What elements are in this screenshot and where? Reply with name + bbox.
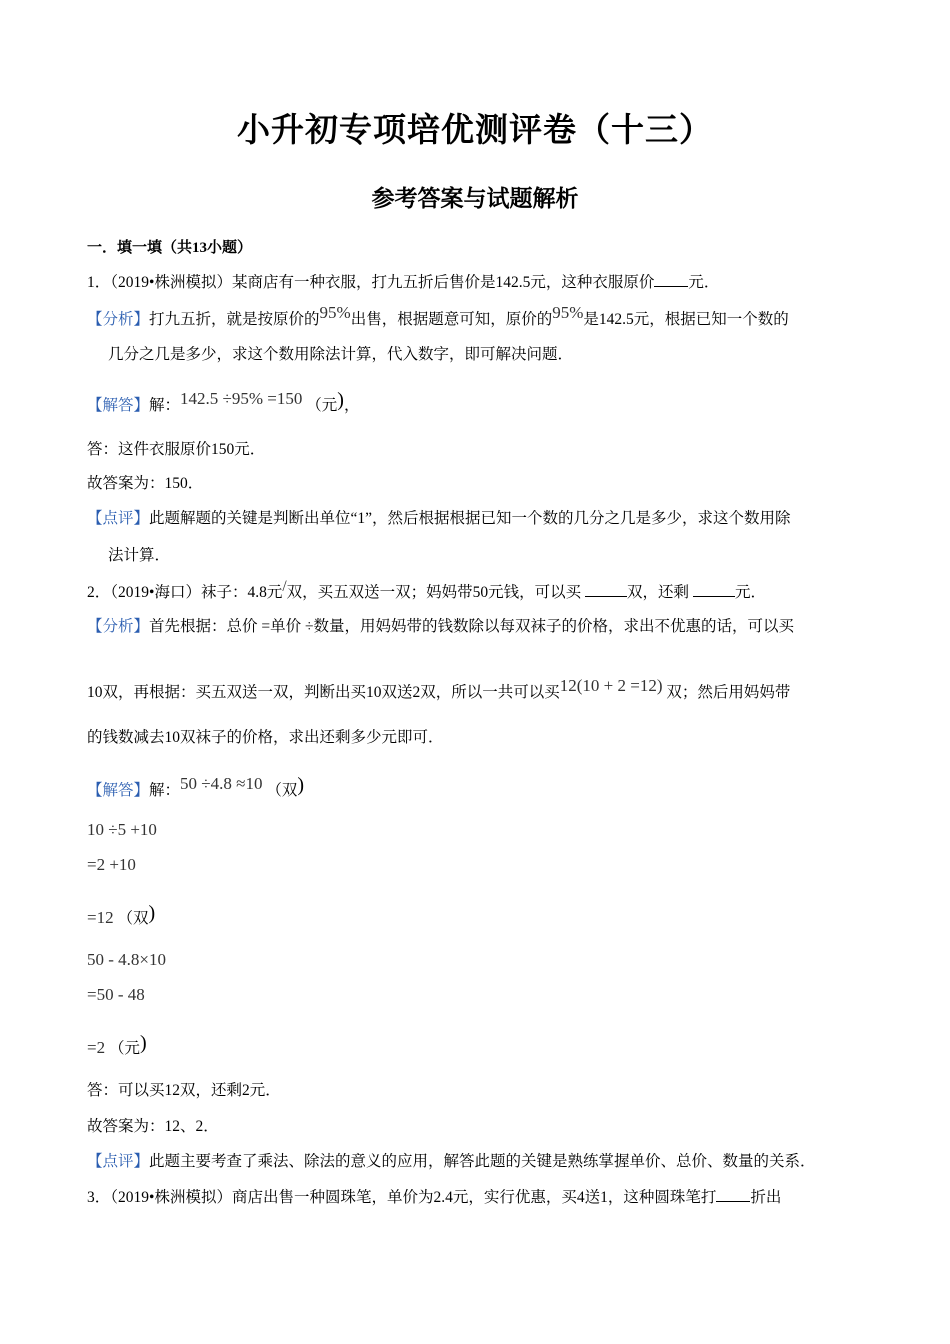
analysis-tag: 【分析】 bbox=[87, 618, 150, 635]
question-source: （2019•株洲模拟） bbox=[110, 1189, 232, 1206]
unit-label: （元 bbox=[108, 1040, 140, 1057]
analysis-text: 双；然后用妈妈带 bbox=[666, 684, 791, 701]
q2-solution bbox=[87, 774, 305, 801]
comment-text: 此题主要考查了乘法、除法的意义的应用，解答此题的关键是熟练掌握单价、总价、数量的关系． bbox=[149, 1153, 816, 1170]
close-paren: ) bbox=[297, 774, 305, 796]
question-3 bbox=[87, 1187, 781, 1208]
answer-blank-1 bbox=[585, 582, 627, 597]
calc-step-with-unit bbox=[87, 902, 156, 929]
solution-formula: 50 ÷4.8 ≈10 bbox=[180, 774, 263, 793]
comma: ， bbox=[343, 397, 360, 414]
q1-final: 故答案为：150． bbox=[87, 475, 204, 492]
calc-step-with-unit bbox=[87, 1032, 147, 1059]
analysis-text: 打九五折，就是按原价的 bbox=[149, 311, 320, 328]
question-text-end: 元． bbox=[688, 274, 720, 291]
solution-tag: 【解答】 bbox=[87, 782, 150, 799]
solution-formula: 142.5 ÷95% =150 bbox=[180, 389, 303, 408]
page-subtitle: 参考答案与试题解析 bbox=[371, 186, 579, 211]
question-2 bbox=[87, 578, 766, 603]
q1-solution bbox=[87, 389, 360, 416]
q1-comment-line2: 法计算． bbox=[108, 547, 171, 564]
q2-analysis-line1 bbox=[87, 617, 794, 637]
unit-label: （双 bbox=[266, 782, 298, 799]
q2-analysis-line3: 的钱数减去10双袜子的价格，求出还剩多少元即可． bbox=[87, 729, 444, 746]
percent-formula: 95% bbox=[552, 303, 584, 322]
analysis-text: 是142.5元，根据已知一个数的 bbox=[583, 311, 789, 328]
comment-tag: 【点评】 bbox=[87, 510, 150, 527]
slash: / bbox=[282, 578, 287, 595]
calc-step: =2 +10 bbox=[87, 855, 136, 874]
question-text: 袜子：4.8元 bbox=[200, 584, 283, 601]
comment-text: 此题解题的关键是判断出单位“1”，然后根据根据已知一个数的几分之几是多少，求这个数用除 bbox=[149, 510, 791, 527]
answer-blank bbox=[716, 1187, 750, 1202]
percent-formula: 95% bbox=[319, 303, 351, 322]
q1-answer: 答：这件衣服原价150元． bbox=[87, 441, 266, 458]
q1-comment-line1 bbox=[87, 509, 791, 529]
solution-prefix: 解： bbox=[149, 397, 181, 414]
q2-analysis-line2 bbox=[87, 676, 791, 703]
analysis-text: 首先根据：总价 =单价 ÷数量，用妈妈带的钱数除以每双袜子的价格，求出不优惠的话，可以买 bbox=[149, 618, 795, 635]
calc-step: =12 bbox=[87, 908, 114, 927]
q2-final: 故答案为：12、2． bbox=[87, 1118, 219, 1135]
comment-tag: 【点评】 bbox=[87, 1153, 150, 1170]
section-header: 一．填一填（共13小题） bbox=[87, 240, 253, 256]
q1-analysis-line1 bbox=[87, 303, 789, 330]
calc-step: 10 ÷5 +10 bbox=[87, 820, 157, 839]
question-text: 双，还剩 bbox=[627, 584, 690, 601]
question-number: 2． bbox=[87, 584, 111, 601]
calc-step: =2 bbox=[87, 1038, 106, 1057]
question-number: 3． bbox=[87, 1189, 111, 1206]
question-1 bbox=[87, 272, 719, 293]
solution-prefix: 解： bbox=[149, 782, 181, 799]
unit-label: （双 bbox=[117, 910, 149, 927]
calc-step: =50 - 48 bbox=[87, 985, 145, 1004]
question-number: 1． bbox=[87, 274, 111, 291]
answer-blank bbox=[654, 272, 688, 287]
analysis-tag: 【分析】 bbox=[87, 311, 150, 328]
solution-tag: 【解答】 bbox=[87, 397, 150, 414]
close-paren: ) bbox=[139, 1032, 147, 1054]
analysis-formula: 12(10 + 2 =12) bbox=[559, 676, 663, 695]
page-title: 小升初专项培优测评卷（十三） bbox=[237, 113, 713, 149]
question-text: 某商店有一种衣服，打九五折后售价是142.5元，这种衣服原价 bbox=[231, 274, 655, 291]
close-paren: ) bbox=[148, 902, 156, 924]
analysis-text: 出售，根据题意可知，原价的 bbox=[350, 311, 553, 328]
question-text: 折出 bbox=[750, 1189, 782, 1206]
question-source: （2019•株洲模拟） bbox=[110, 274, 232, 291]
question-text: 双，买五双送一双；妈妈带50元钱，可以买 bbox=[286, 584, 582, 601]
question-text-end: 元． bbox=[734, 584, 766, 601]
analysis-text: 10双，再根据：买五双送一双，判断出买10双送2双，所以一共可以买 bbox=[87, 684, 560, 701]
q2-answer: 答：可以买12双，还剩2元． bbox=[87, 1082, 281, 1099]
calc-step: 50 - 4.8×10 bbox=[87, 950, 166, 969]
question-text: 商店出售一种圆珠笔，单价为2.4元，实行优惠，买4送1，这种圆珠笔打 bbox=[231, 1189, 717, 1206]
close-paren: ) bbox=[337, 389, 344, 411]
question-source: （2019•海口） bbox=[110, 584, 201, 601]
q1-analysis-line2: 几分之几是多少，求这个数用除法计算，代入数字，即可解决问题． bbox=[108, 346, 574, 363]
q2-comment bbox=[87, 1152, 816, 1172]
answer-blank-2 bbox=[693, 582, 735, 597]
unit-label: （元 bbox=[306, 397, 338, 414]
